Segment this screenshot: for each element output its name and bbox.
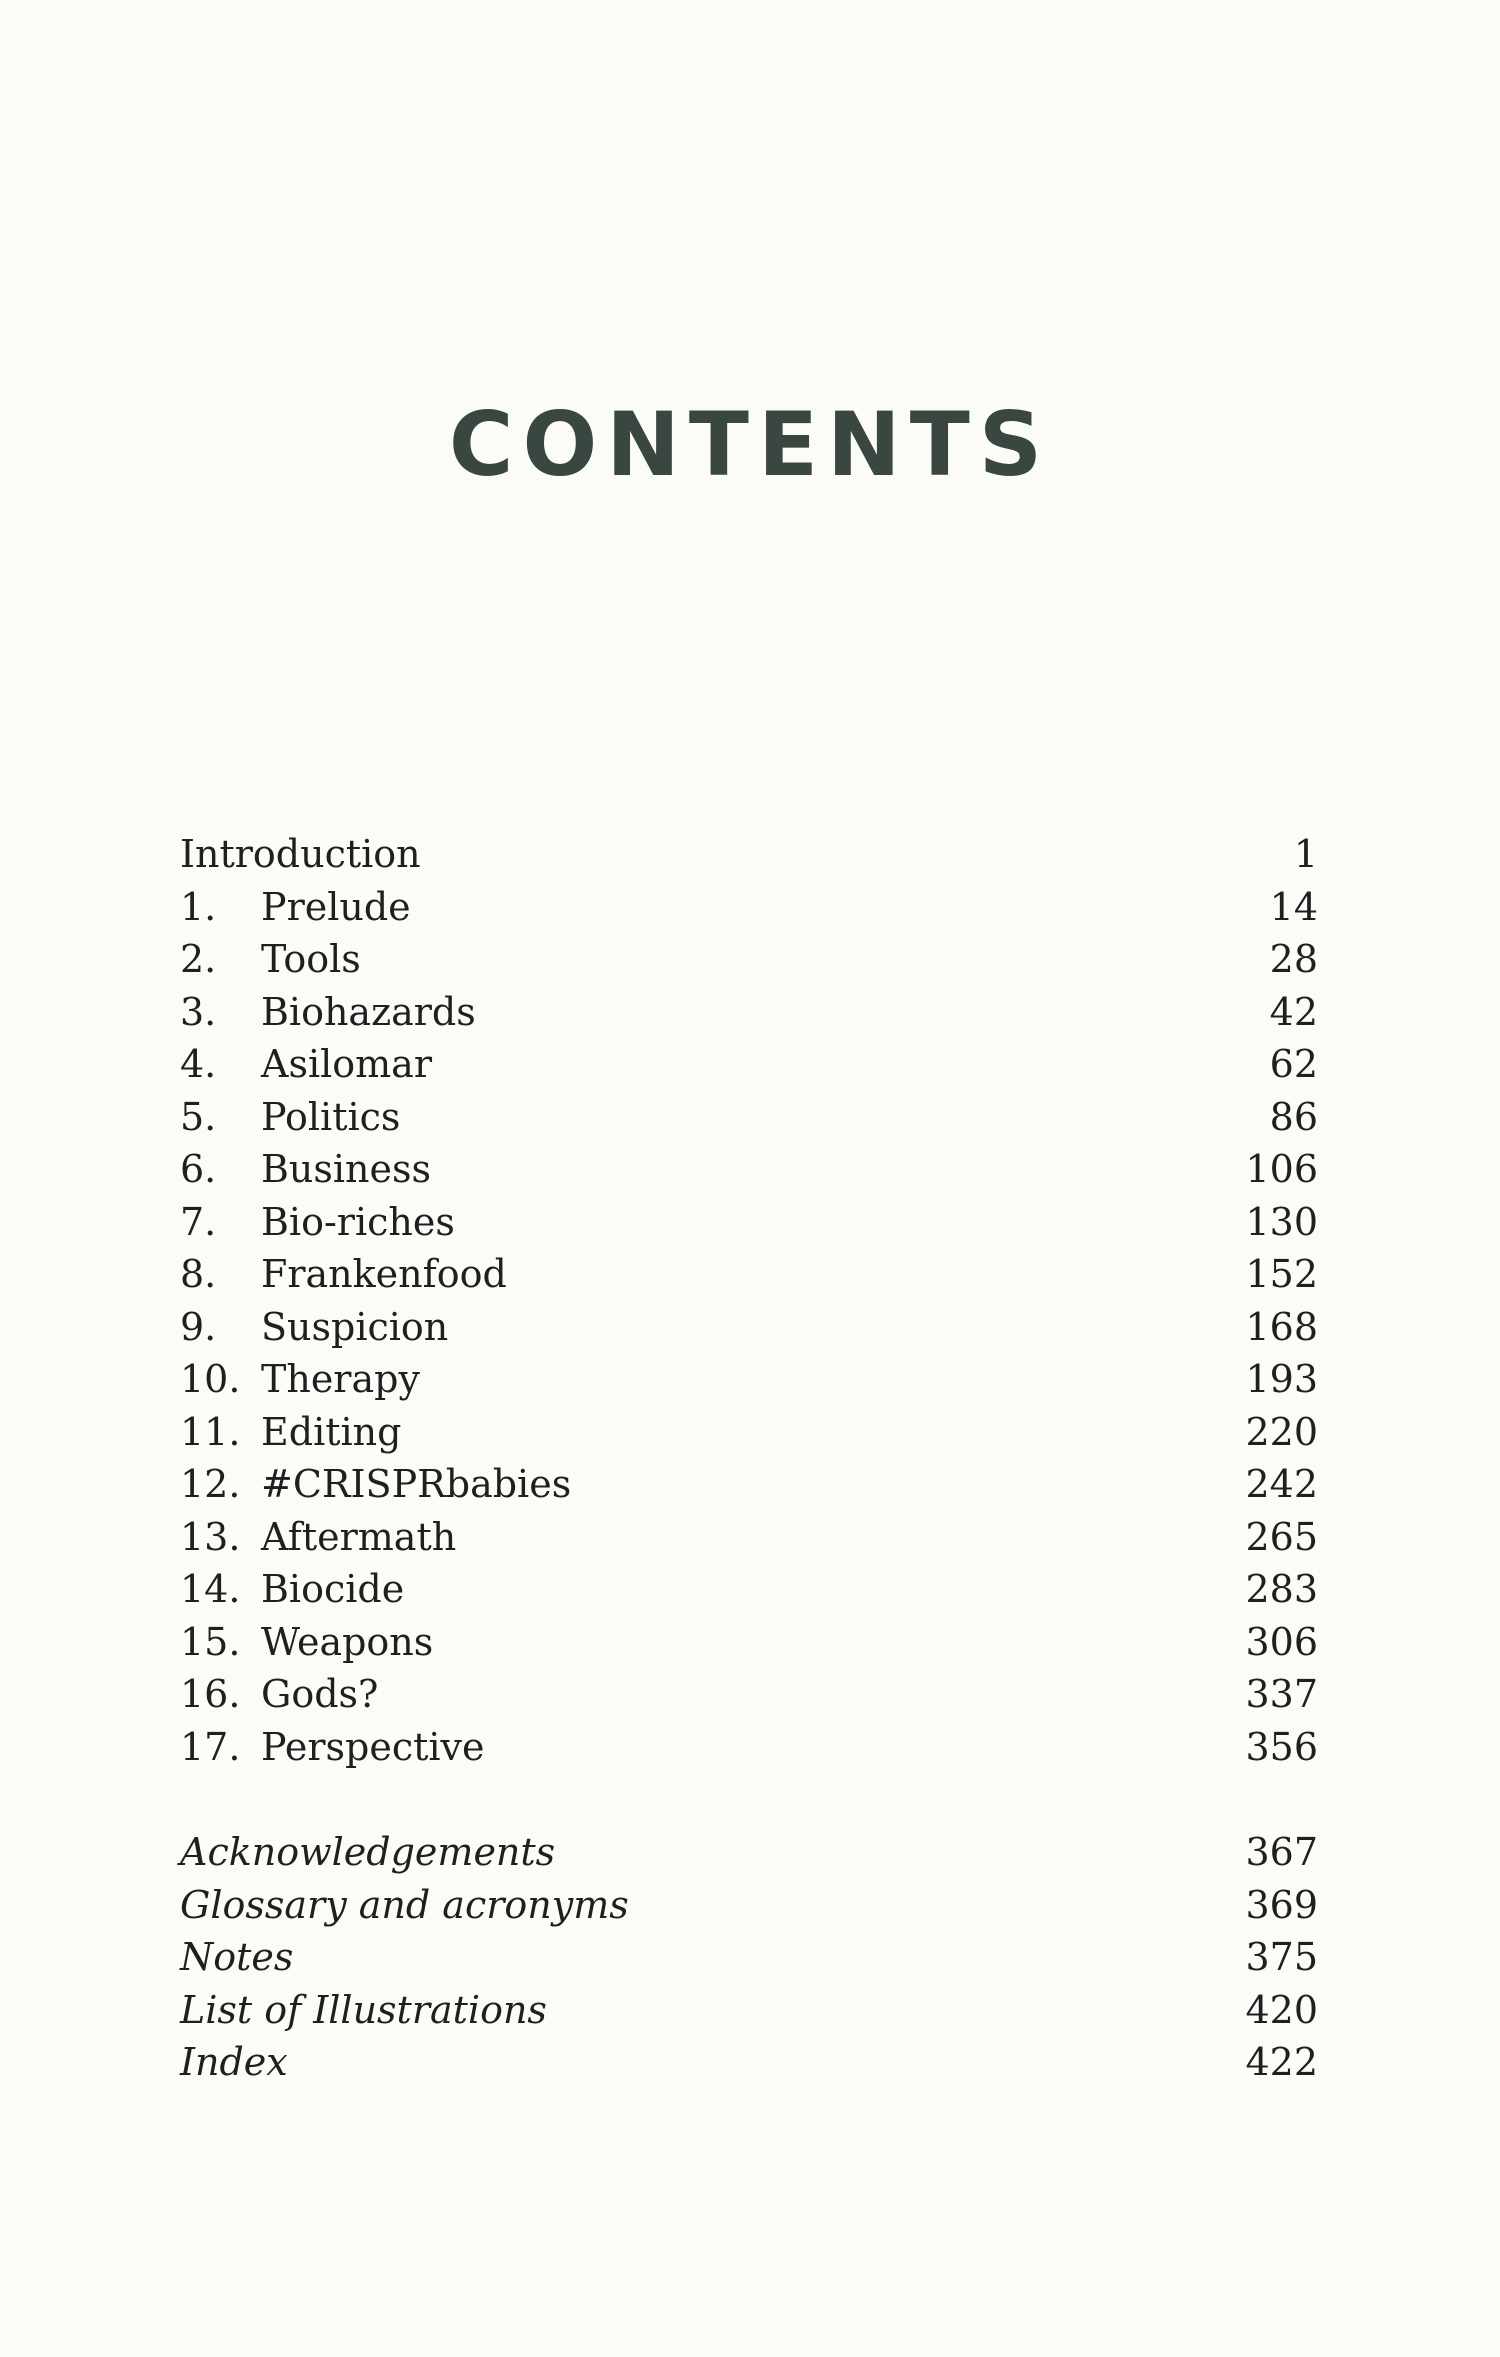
toc-entry-title: Introduction [180,832,421,876]
toc-entry-title: Suspicion [261,1304,449,1349]
toc-entry-title: Notes [180,1935,294,1979]
chapter-number: 17. [180,1724,241,1769]
toc-entry-page: 62 [1269,1042,1318,1086]
toc-entry-title: Aftermath [261,1514,457,1559]
chapter-number: 2. [180,937,217,981]
toc-entry-title: #CRISPRbabies [261,1462,572,1506]
toc-entry-chapter [180,1721,1318,1774]
toc-entry-title: Frankenfood [261,1252,507,1296]
toc-entry-page: 42 [1269,989,1318,1034]
toc-entry-page: 220 [1245,1409,1318,1454]
chapter-number: 16. [180,1672,241,1716]
toc-entry-page: 265 [1245,1514,1318,1559]
toc-entry-chapter [180,1668,1318,1721]
chapter-number: 9. [180,1304,217,1349]
toc-entry-title: Therapy [261,1357,420,1401]
toc-entry-title: Gods? [261,1672,379,1716]
chapter-number: 14. [180,1567,241,1611]
toc-entry-back-matter [180,1826,1318,1879]
toc-entry-page: 28 [1269,937,1318,981]
toc-entry-title: List of Illustrations [180,1987,547,2032]
toc-entry-title: Glossary and acronyms [180,1882,629,1927]
toc-entry-title: Bio-riches [261,1199,455,1244]
toc-entry-page: 130 [1245,1199,1318,1244]
toc-entry-page: 337 [1245,1672,1318,1716]
chapter-number: 6. [180,1147,217,1191]
toc-entry-page: 193 [1245,1357,1318,1401]
toc-entry-chapter [180,1616,1318,1669]
toc-entry-chapter [180,1301,1318,1354]
toc-entry-chapter [180,1248,1318,1301]
toc-entry-page: 106 [1245,1147,1318,1191]
toc-entry-chapter [180,933,1318,986]
toc-entry-page: 14 [1269,884,1318,929]
toc-entry-title: Weapons [261,1619,434,1664]
toc-entry-page: 422 [1245,2040,1318,2084]
toc-entry-title: Asilomar [261,1042,432,1086]
toc-entry-page: 306 [1245,1619,1318,1664]
toc-entry-chapter [180,986,1318,1039]
chapter-number: 3. [180,989,217,1034]
toc-entry-chapter [180,1353,1318,1406]
contents-heading: CONTENTS [448,393,1052,496]
chapter-number: 1. [180,884,217,929]
toc-entry-page: 168 [1245,1304,1318,1349]
chapter-list [180,828,1318,1773]
chapter-number: 12. [180,1462,241,1506]
back-matter-list [180,1826,1318,2089]
toc-entry-chapter [180,1143,1318,1196]
toc-entry-page: 152 [1245,1252,1318,1296]
chapter-number: 10. [180,1357,241,1401]
toc-entry-page: 367 [1245,1830,1318,1874]
toc-entry-chapter [180,1038,1318,1091]
toc-entry-page: 356 [1245,1724,1318,1769]
toc-entry-page: 283 [1245,1567,1318,1611]
toc-entry-title: Politics [261,1094,401,1139]
chapter-number: 5. [180,1094,217,1139]
toc-entry-page: 242 [1245,1462,1318,1506]
toc-entry-title: Acknowledgements [180,1830,556,1874]
chapter-number: 8. [180,1252,217,1296]
toc-entry-introduction [180,828,1318,881]
toc-entry-page: 420 [1245,1987,1318,2032]
toc-entry-chapter [180,1511,1318,1564]
toc-entry-chapter [180,1196,1318,1249]
chapter-number: 13. [180,1514,241,1559]
toc-entry-back-matter [180,1931,1318,1984]
toc-entry-title: Editing [261,1409,402,1454]
toc-entry-chapter [180,1406,1318,1459]
toc-entry-title: Index [180,2040,288,2084]
toc-entry-back-matter [180,1984,1318,2037]
chapter-number: 4. [180,1042,217,1086]
toc-entry-chapter [180,1091,1318,1144]
toc-entry-title: Tools [261,937,361,981]
chapter-number: 15. [180,1619,241,1664]
chapter-number: 11. [180,1409,241,1454]
toc-entry-chapter [180,881,1318,934]
toc-entry-title: Perspective [261,1724,485,1769]
toc-entry-chapter [180,1458,1318,1511]
toc-entry-page: 1 [1293,832,1318,876]
toc-entry-title: Business [261,1147,432,1191]
chapter-number: 7. [180,1199,217,1244]
toc-entry-back-matter [180,2036,1318,2089]
toc-entry-page: 369 [1245,1882,1318,1927]
toc-entry-page: 375 [1245,1935,1318,1979]
toc-entry-title: Biohazards [261,989,476,1034]
toc-entry-back-matter [180,1879,1318,1932]
toc-entry-page: 86 [1269,1094,1318,1139]
toc-entry-chapter [180,1563,1318,1616]
toc-entry-title: Prelude [261,884,411,929]
toc-entry-title: Biocide [261,1567,405,1611]
